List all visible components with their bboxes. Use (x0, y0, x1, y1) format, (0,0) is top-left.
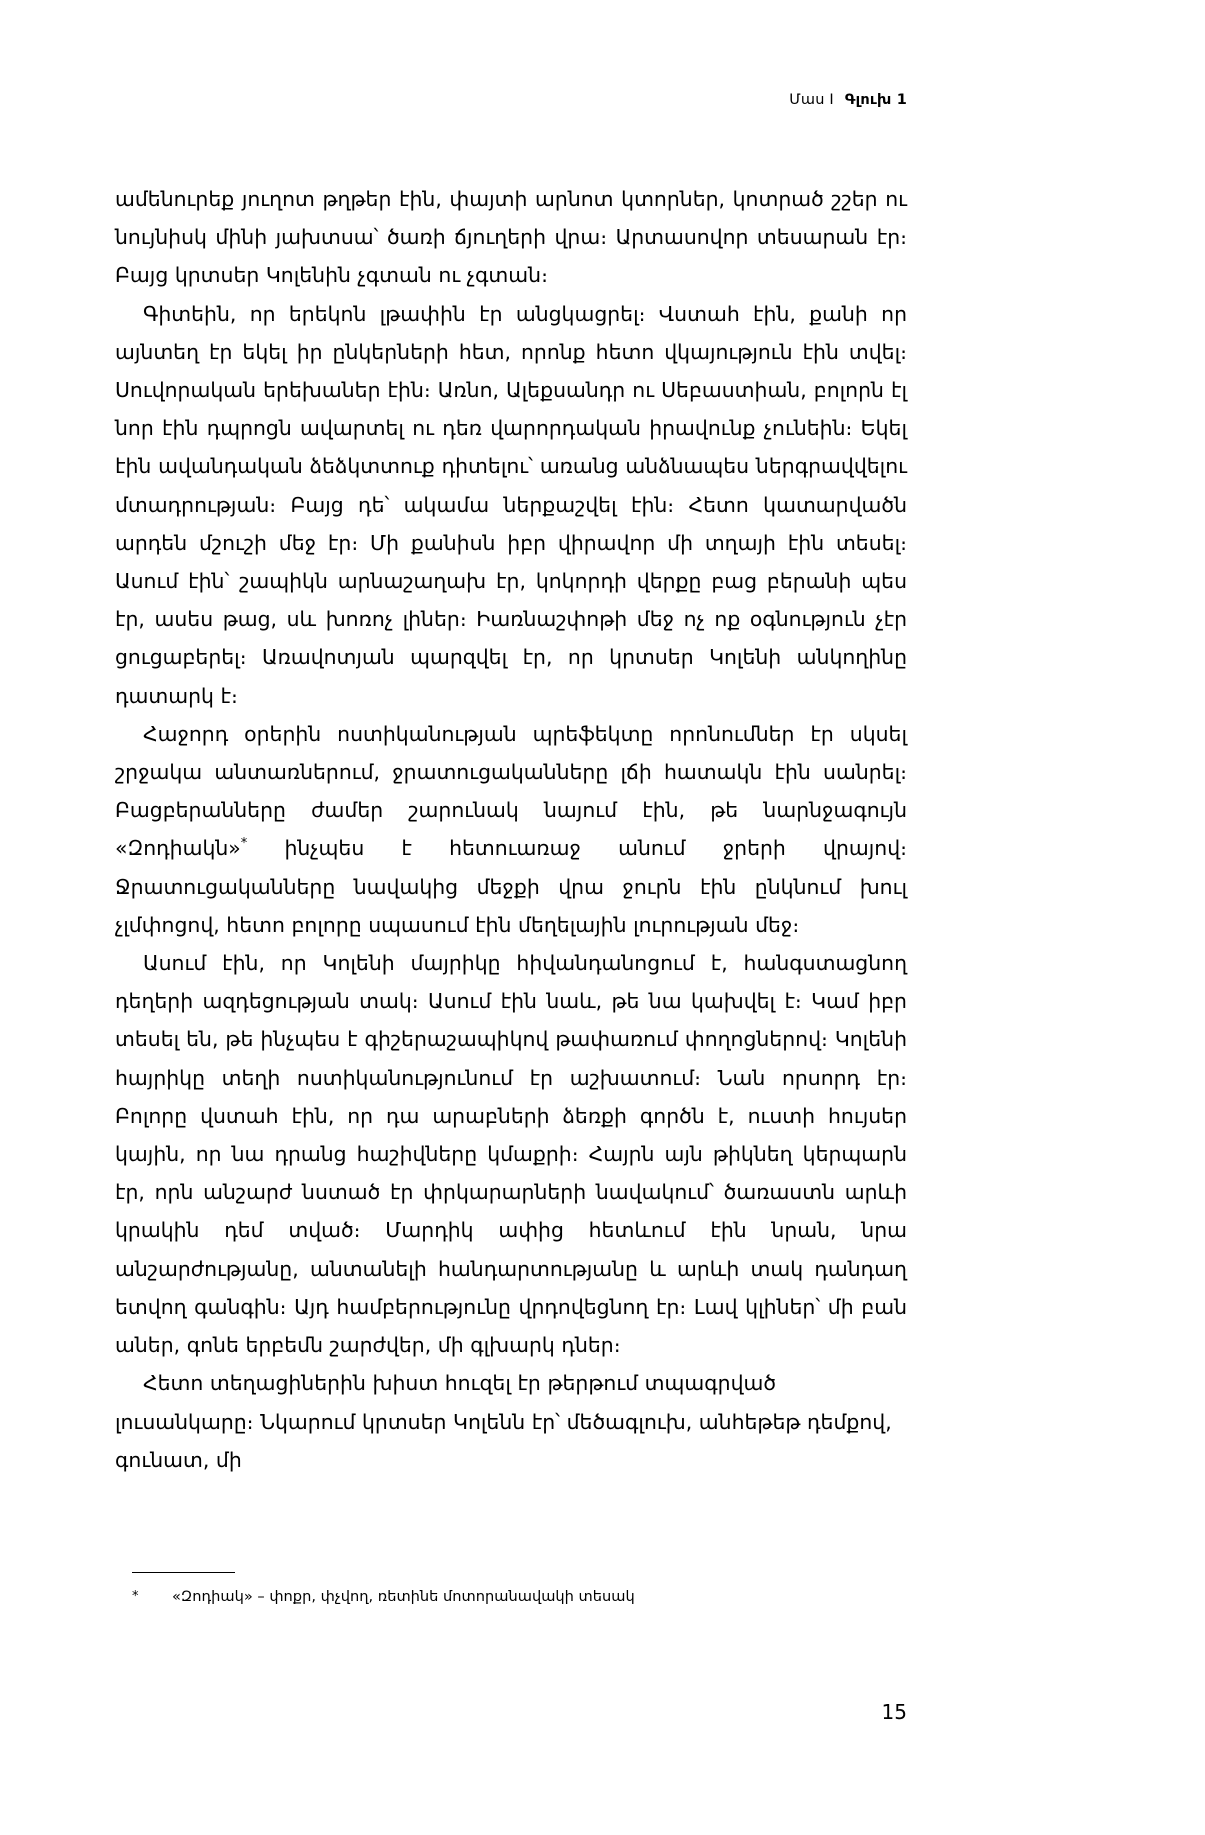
footnote-row (115, 1587, 907, 1607)
paragraph: Ասում էին, որ Կոլենի մայրիկը հիվանդանոցում է, հանգստացնող դեղերի ազդեցության տակ։ Ասում էին նաև, թե նա կախվել է։ Կամ իբր տեսել են, թե ինչպես է գիշերաշապիկով թափառում փողոցներով։ Կոլենի հայրիկը տեղի ոստիկանությունում էր աշխատում։ Նան որսորդ էր։ Բոլորը վստահ էին, որ դա արաբների ձեռքի գործն է, ուստի հույսեր կային, որ նա դրանց հաշիվները կմաքրի։ Հայրն այն թիկնեղ կերպարն էր, որն անշարժ նստած էր փրկարարների նավակում՝ ծառաստն արևի կրակին դեմ տված։ Մարդիկ ափից հետևում էին նրան, նրա անշարժությանը, անտանելի հանդարտությանը և արևի տակ դանդաղ ետվող գանգին։ Այդ համբերությունը վրդովեցնող էր։ Լավ կլիներ՝ մի բան աներ, գոնե երբեմն շարժվեր, մի գլխարկ դներ։ (115, 951, 907, 1358)
body-text-block (115, 180, 907, 1479)
running-header (115, 92, 907, 108)
footnote-marker: * (132, 1589, 139, 1604)
paragraph: Հաջորդ օրերին ոստիկանության պրեֆեկտը որոնումներ էր սկսել շրջակա անտառներում, ջրատուցականները լճի հատակն էին սանրել։ Բացբերանները ժամեր շարունակ նայում էին, թե նարնջագույն «Զոդիակն»* ինչպես է հետուառաջ անում ջրերի վրայով։ Ջրատուցականները նավակից մեջքի վրա ջուրն էին ընկնում խուլ չլմփոցով, հետո բոլորը սպասում էին մեղելային լուրության մեջ։ (115, 721, 907, 937)
page-number: 15 (881, 1700, 907, 1724)
paragraph: ամենուրեք յուղոտ թղթեր էին, փայտի արնոտ կտորներ, կոտրած շշեր ու նույնիսկ մինի յախտսա՝ ծառի ճյուղերի վրա։ Արտասովոր տեսարան էր։ Բայց կրտսեր Կոլենին չգտան ու չգտան։ (115, 187, 907, 288)
header-chapter-label: Գլուխ 1 (844, 92, 907, 108)
paragraph: Գիտեին, որ երեկոն լթափին էր անցկացրել։ Վստահ էին, քանի որ այնտեղ էր եկել իր ընկերների հետ, որոնք հետո վկայություն էին տվել։ Սուվորական երեխաներ էին։ Առնո, Ալեքսանդր ու Սեբաստիան, բոլորն էլ նոր էին դպրոցն ավարտել ու դեռ վարորդական իրավունք չունեին։ Եկել էին ավանդական ձեձկտտուք դիտելու՝ առանց անձնապես ներգրավվելու մտադրության։ Բայց դե՝ ակամա ներքաշվել էին։ Հետո կատարվածն արդեն մշուշի մեջ էր։ Մի քանիսն իբր վիրավոր մի տղայի էին տեսել։ Ասում էին՝ շապիկն արնաշաղախ էր, կոկորդի վերքը բաց բերանի պես էր, ասես թաց, սև խոռոչ լիներ։ Իառնաշփոթի մեջ ոչ ոք օգնություն չէր ցուցաբերել։ Առավոտյան պարզվել էր, որ կրտսեր Կոլենի անկողինը դատարկ է։ (115, 301, 907, 708)
footnote-separator-rule (132, 1572, 235, 1573)
header-part-label: Մաս I (789, 92, 834, 108)
paragraph: Հետո տեղացիներին խիստ հուզել էր թերթում տպագրված լուսանկարը։ Նկարում կրտսեր Կոլենն էր՝ մեծագլուխ, անհեթեթ դեմքով, գունատ, մի (115, 1371, 892, 1472)
footnote-text: «Զոդիակ» – փոքր, փչվող, ռետինե մոտորանավակի տեսակ (172, 1588, 635, 1605)
footnote-area (115, 1572, 907, 1607)
